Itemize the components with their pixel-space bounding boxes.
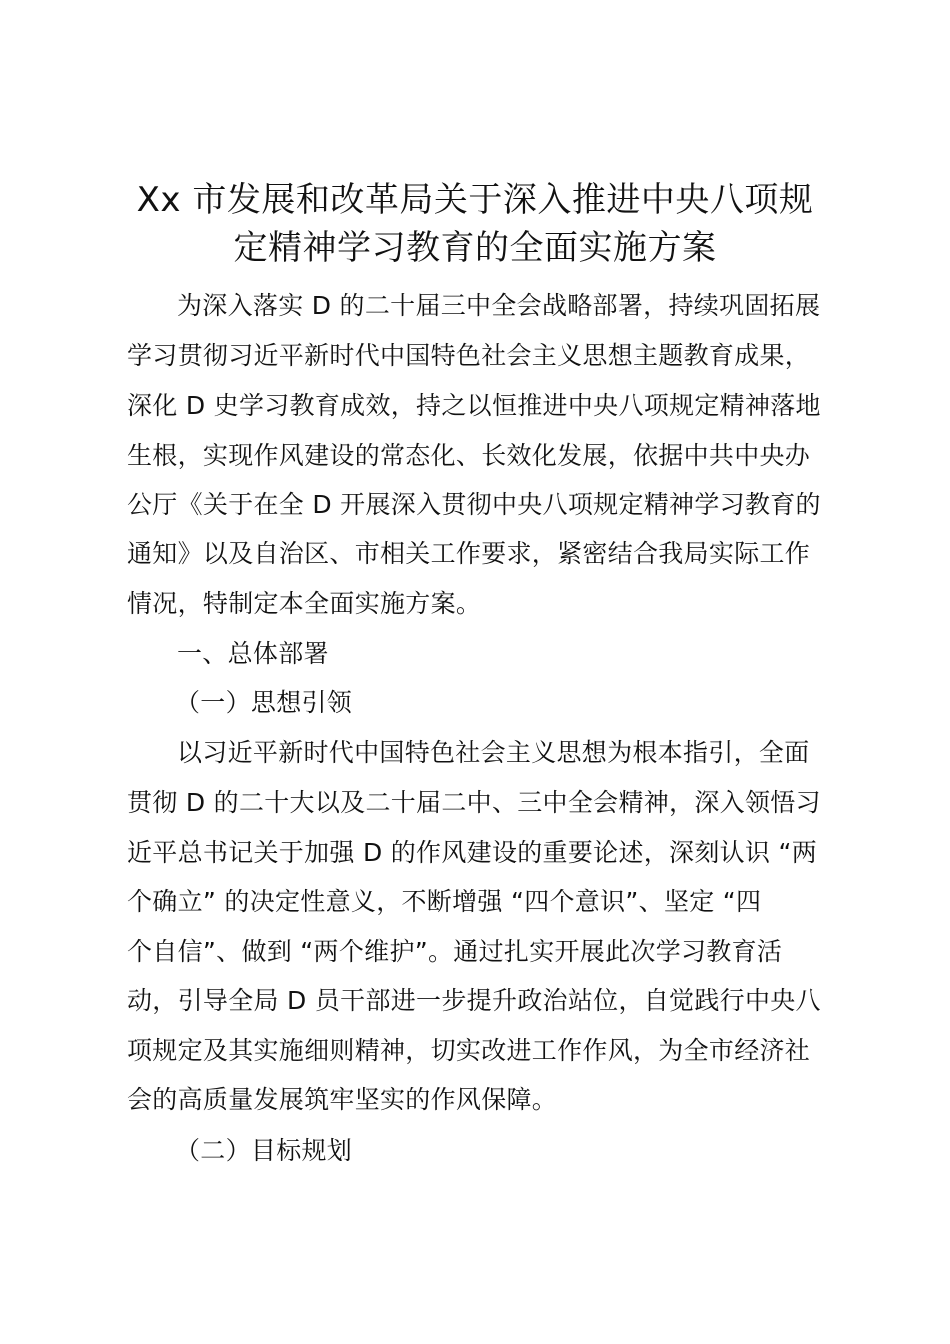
intro-line-3: 深化 D 史学习教育成效，持之以恒推进中央八项规定精神落地 (127, 391, 821, 420)
title-line-2: 定精神学习教育的全面实施方案 (233, 228, 717, 268)
intro-line-6: 通知》以及自治区、市相关工作要求，紧密结合我局实际工作 (127, 539, 811, 568)
subsection-2-heading: （二）目标规划 (175, 1136, 353, 1165)
subsection-1-line-8: 会的高质量发展筑牢坚实的作风保障。 (127, 1085, 558, 1114)
title-line-1: Xx 市发展和改革局关于深入推进中央八项规 (136, 180, 814, 220)
document-title (100, 176, 850, 272)
section-1-heading: 一、总体部署 (177, 639, 329, 668)
subsection-1-line-6: 动，引导全局 D 员干部进一步提升政治站位，自觉践行中央八 (127, 986, 821, 1015)
subsection-1-heading: （一）思想引领 (175, 688, 353, 717)
intro-line-2: 学习贯彻习近平新时代中国特色社会主义思想主题教育成果， (127, 341, 811, 370)
subsection-1-line-1: 以习近平新时代中国特色社会主义思想为根本指引，全面 (177, 738, 810, 767)
subsection-1-line-2: 贯彻 D 的二十大以及二十届二中、三中全会精神，深入领悟习 (127, 788, 821, 817)
intro-line-7: 情况，特制定本全面实施方案。 (127, 589, 482, 618)
intro-line-5: 公厅《关于在全 D 开展深入贯彻中央八项规定精神学习教育的 (127, 490, 821, 519)
intro-line-1: 为深入落实 D 的二十届三中全会战略部署，持续巩固拓展 (177, 291, 821, 320)
subsection-1-line-5: 个自信”、做到 “两个维护”。通过扎实开展此次学习教育活 (127, 937, 783, 966)
subsection-1-line-7: 项规定及其实施细则精神，切实改进工作作风，为全市经济社 (127, 1036, 811, 1065)
subsection-1-line-3: 近平总书记关于加强 D 的作风建设的重要论述，深刻认识 “两 (127, 838, 818, 867)
intro-line-4: 生根，实现作风建设的常态化、长效化发展，依据中共中央办 (127, 441, 811, 470)
subsection-1-line-4: 个确立” 的决定性意义，不断增强 “四个意识”、坚定 “四 (127, 887, 762, 916)
